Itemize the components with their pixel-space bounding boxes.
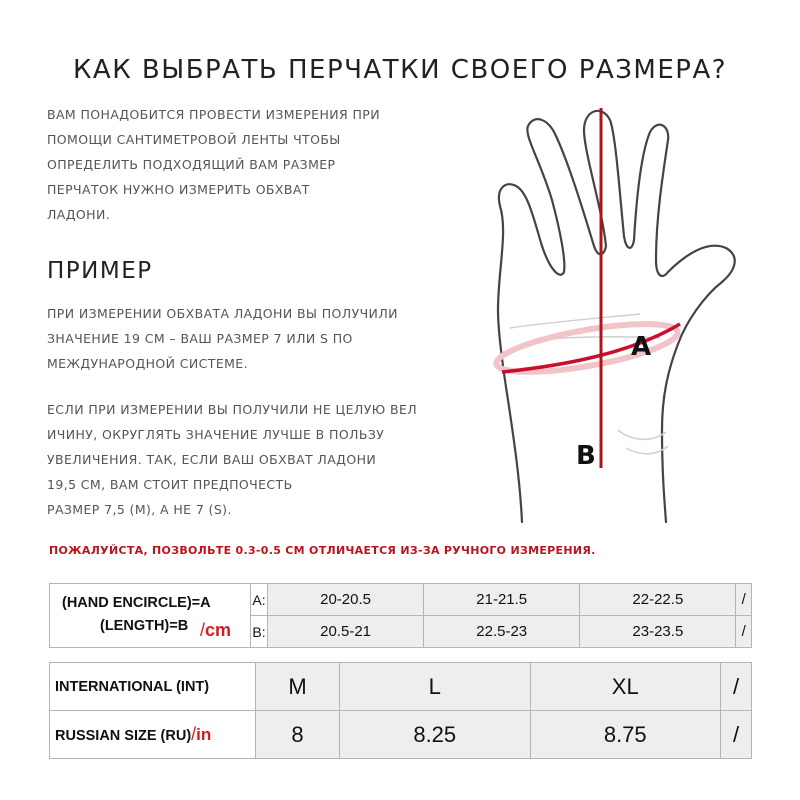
table-cell: 22-22.5	[580, 584, 736, 616]
table-row	[50, 711, 752, 759]
intro-paragraph	[47, 102, 380, 227]
russian-size-label-text: RUSSIAN SIZE (RU)	[55, 728, 192, 744]
table-cell: /	[721, 711, 752, 759]
rounding-paragraph	[47, 397, 417, 522]
rounding-line: 19,5 СМ, ВАМ СТОИТ ПРЕДПОЧЕСТЬ	[47, 477, 293, 492]
table-cell: 8.25	[340, 711, 531, 759]
row-b-key: B:	[251, 616, 268, 648]
unit-in: /in	[191, 724, 212, 744]
row-a-key: A:	[251, 584, 268, 616]
table-cell: XL	[530, 663, 721, 711]
size-table	[49, 662, 752, 759]
measure-lines	[493, 108, 680, 468]
intro-line: ЛАДОНИ.	[47, 207, 111, 222]
measurement-label-cell	[50, 584, 251, 648]
rounding-line: ЕСЛИ ПРИ ИЗМЕРЕНИИ ВЫ ПОЛУЧИЛИ НЕ ЦЕЛУЮ ВЕЛ	[47, 402, 418, 417]
measurement-table	[49, 583, 752, 648]
hand-encircle-label: (HAND ENCIRCLE)=A	[62, 595, 211, 611]
table-cell: 22.5-23	[424, 616, 580, 648]
table-cell: 20.5-21	[268, 616, 424, 648]
table-cell: /	[736, 584, 752, 616]
label-a: A	[631, 332, 652, 362]
table-cell: /	[736, 616, 752, 648]
table-cell: L	[340, 663, 531, 711]
rounding-line: РАЗМЕР 7,5 (M), А НЕ 7 (S).	[47, 502, 232, 517]
rounding-line: ИЧИНУ, ОКРУГЛЯТЬ ЗНАЧЕНИЕ ЛУЧШЕ В ПОЛЬЗУ	[47, 427, 385, 442]
rounding-line: УВЕЛИЧЕНИЯ. ТАК, ЕСЛИ ВАШ ОБХВАТ ЛАДОНИ	[47, 452, 377, 467]
example-line: МЕЖДУНАРОДНОЙ СИСТЕМЕ.	[47, 356, 248, 371]
intro-line: ПОМОЩИ САНТИМЕТРОВОЙ ЛЕНТЫ ЧТОБЫ	[47, 132, 341, 147]
table-cell: 21-21.5	[424, 584, 580, 616]
table-row	[50, 663, 752, 711]
table-cell: /	[721, 663, 752, 711]
table-row	[50, 584, 752, 616]
intro-line: ВАМ ПОНАДОБИТСЯ ПРОВЕСТИ ИЗМЕРЕНИЯ ПРИ	[47, 107, 380, 122]
table-cell: 8	[256, 711, 340, 759]
example-paragraph	[47, 301, 398, 376]
length-label: (LENGTH)=B	[100, 618, 189, 634]
hand-illustration	[490, 100, 770, 530]
page-title: КАК ВЫБРАТЬ ПЕРЧАТКИ СВОЕГО РАЗМЕРА?	[72, 55, 728, 85]
measurement-note: ПОЖАЛУЙСТА, ПОЗВОЛЬТЕ 0.3-0.5 СМ ОТЛИЧАЕТСЯ ИЗ-ЗА РУЧНОГО ИЗМЕРЕНИЯ.	[49, 544, 596, 557]
example-line: ПРИ ИЗМЕРЕНИИ ОБХВАТА ЛАДОНИ ВЫ ПОЛУЧИЛИ	[47, 306, 398, 321]
example-heading: ПРИМЕР	[47, 258, 153, 284]
russian-size-label	[50, 711, 256, 759]
intro-line: ОПРЕДЕЛИТЬ ПОДХОДЯЩИЙ ВАМ РАЗМЕР	[47, 157, 336, 172]
label-b: B	[576, 441, 596, 471]
intro-line: ПЕРЧАТОК НУЖНО ИЗМЕРИТЬ ОБХВАТ	[47, 182, 310, 197]
international-label: INTERNATIONAL (INT)	[50, 663, 256, 711]
table-cell: 23-23.5	[580, 616, 736, 648]
unit-cm: /cm	[200, 620, 232, 640]
table-cell: 20-20.5	[268, 584, 424, 616]
table-cell: 8.75	[530, 711, 721, 759]
table-cell: M	[256, 663, 340, 711]
example-line: ЗНАЧЕНИЕ 19 СМ – ВАШ РАЗМЕР 7 ИЛИ S ПО	[47, 331, 353, 346]
